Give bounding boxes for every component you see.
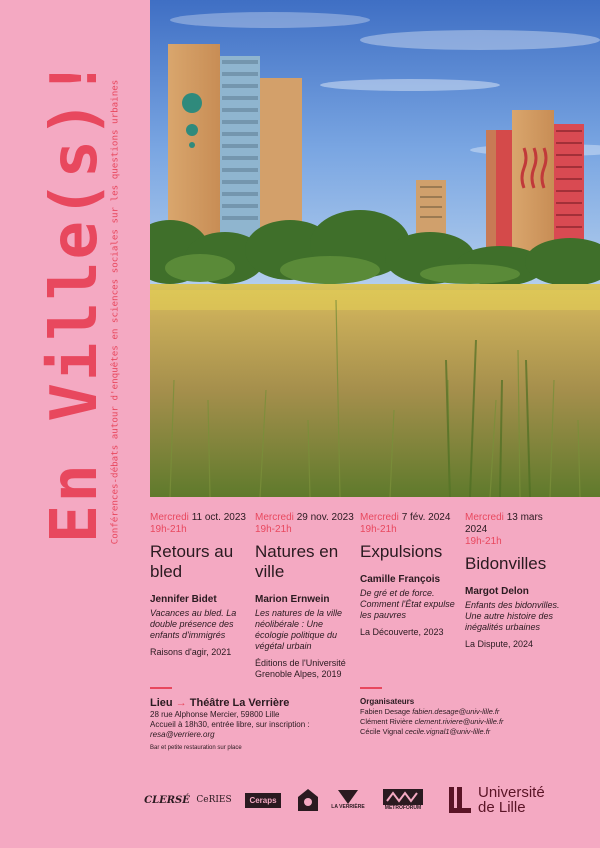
organizer-email-link[interactable]: cecile.vignal1@univ-lille.fr: [405, 727, 491, 736]
venue-address: 28 rue Alphonse Mercier, 59800 Lille: [150, 710, 280, 719]
event-time: 19h-21h: [150, 524, 187, 535]
event-weekday: Mercredi: [360, 512, 399, 523]
event-title: Natures en ville: [255, 542, 339, 581]
organizers-block: [360, 697, 590, 737]
title-column: [0, 0, 150, 640]
event-author: Jennifer Bidet: [150, 594, 217, 605]
event-4: [465, 512, 567, 650]
event-day: 29 nov. 2023: [296, 512, 354, 523]
venue-heading: [150, 697, 350, 710]
event-day: 13 mars 2024: [465, 512, 543, 535]
universite-lille-mark-icon: [448, 785, 472, 815]
event-weekday: Mercredi: [465, 512, 504, 523]
organizer-email-link[interactable]: fabien.desage@univ-lille.fr: [412, 707, 500, 716]
event-publisher: La Découverte, 2023: [360, 627, 444, 637]
clerse-logo-text: CLERSÉ: [144, 794, 190, 806]
event-title: Retours au bled: [150, 542, 234, 581]
event-author: Marion Ernwein: [255, 594, 330, 605]
venue-email-link[interactable]: resa@verriere.org: [150, 730, 215, 739]
partner-logos: [144, 780, 590, 820]
event-1: [150, 512, 252, 658]
ceraps-logo: [246, 780, 280, 820]
organizer-name: Clément Rivière: [360, 717, 413, 726]
event-date: [360, 512, 462, 524]
venue-label: Lieu: [150, 697, 173, 709]
event-author: Camille François: [360, 574, 441, 585]
event-publisher: Éditions de l'Université Grenoble Alpes, 2019: [255, 658, 346, 679]
poster-title: En Ville(s)!: [38, 56, 112, 544]
event-date: [465, 512, 567, 536]
house-logo-icon: [296, 780, 320, 820]
ceries-logo: [196, 780, 232, 820]
venue-name: Théâtre La Verrière: [189, 697, 290, 709]
organizers-title: Organisateurs: [360, 697, 415, 706]
organizer-line: [360, 717, 590, 727]
event-publisher: Raisons d'agir, 2021: [150, 647, 232, 657]
event-list: [150, 512, 600, 679]
universite-lille-line-2: de Lille: [478, 799, 526, 816]
universite-lille-wordmark: [478, 785, 545, 815]
event-date: [255, 512, 357, 524]
metroforum-mark-icon: [383, 789, 423, 805]
poster-subtitle: Conférences-débats autour d'enquêtes en sciences sociales sur les questions urbaines: [109, 79, 121, 545]
event-title: Bidonvilles: [465, 554, 547, 573]
event-day: 11 oct. 2023: [191, 512, 246, 523]
organizer-email-link[interactable]: clement.riviere@univ-lille.fr: [414, 717, 504, 726]
event-book: Enfants des bidonvilles. Une autre histoire des inégalités urbaines: [465, 600, 560, 632]
event-weekday: Mercredi: [255, 512, 294, 523]
organizer-name: Cécile Vignal: [360, 727, 404, 736]
ceraps-logo-text: Ceraps: [245, 793, 280, 808]
universite-lille-line-1: Université: [478, 784, 545, 801]
organizer-line: [360, 707, 590, 717]
metroforum-logo: [380, 780, 426, 820]
event-author: Margot Delon: [465, 586, 529, 597]
event-book: De gré et de force. Comment l'État expulse les pauvres: [360, 588, 455, 620]
event-weekday: Mercredi: [150, 512, 189, 523]
event-day: 7 fév. 2024: [401, 512, 451, 523]
verriere-logo-text: LA VERRIÈRE: [331, 804, 365, 810]
verriere-triangle-icon: [338, 790, 358, 804]
arrow-right-icon: →: [175, 697, 187, 709]
ceries-logo-text: CeRIES: [196, 795, 232, 805]
organizers-divider: [360, 687, 382, 689]
event-time: 19h-21h: [360, 524, 397, 535]
universite-lille-logo: [448, 780, 568, 820]
venue-divider: [150, 687, 172, 689]
verriere-logo: [330, 780, 366, 820]
metroforum-logo-text: METROFORUM: [384, 805, 422, 811]
venue-block: [150, 697, 350, 752]
event-title: Expulsions: [360, 542, 443, 561]
organizer-line: [360, 727, 590, 737]
venue-info: Accueil à 18h30, entrée libre, sur inscription :: [150, 720, 310, 729]
cover-photo: [150, 0, 600, 497]
right-tower: [486, 110, 584, 256]
event-publisher: La Dispute, 2024: [465, 639, 534, 649]
organizer-name: Fabien Desage: [360, 707, 411, 716]
event-time: 19h-21h: [465, 536, 502, 547]
event-date: [150, 512, 252, 524]
event-book: Les natures de la ville néolibérale : Une écologie politique du végétal urbain: [255, 608, 343, 651]
event-time: 19h-21h: [255, 524, 292, 535]
event-book: Vacances au bled. La double présence des enfants d'immigrés: [150, 608, 237, 640]
clerse-logo: [144, 780, 190, 820]
event-3: [360, 512, 462, 638]
venue-bar-note: Bar et petite restauration sur place: [150, 745, 242, 751]
event-2: [255, 512, 357, 680]
